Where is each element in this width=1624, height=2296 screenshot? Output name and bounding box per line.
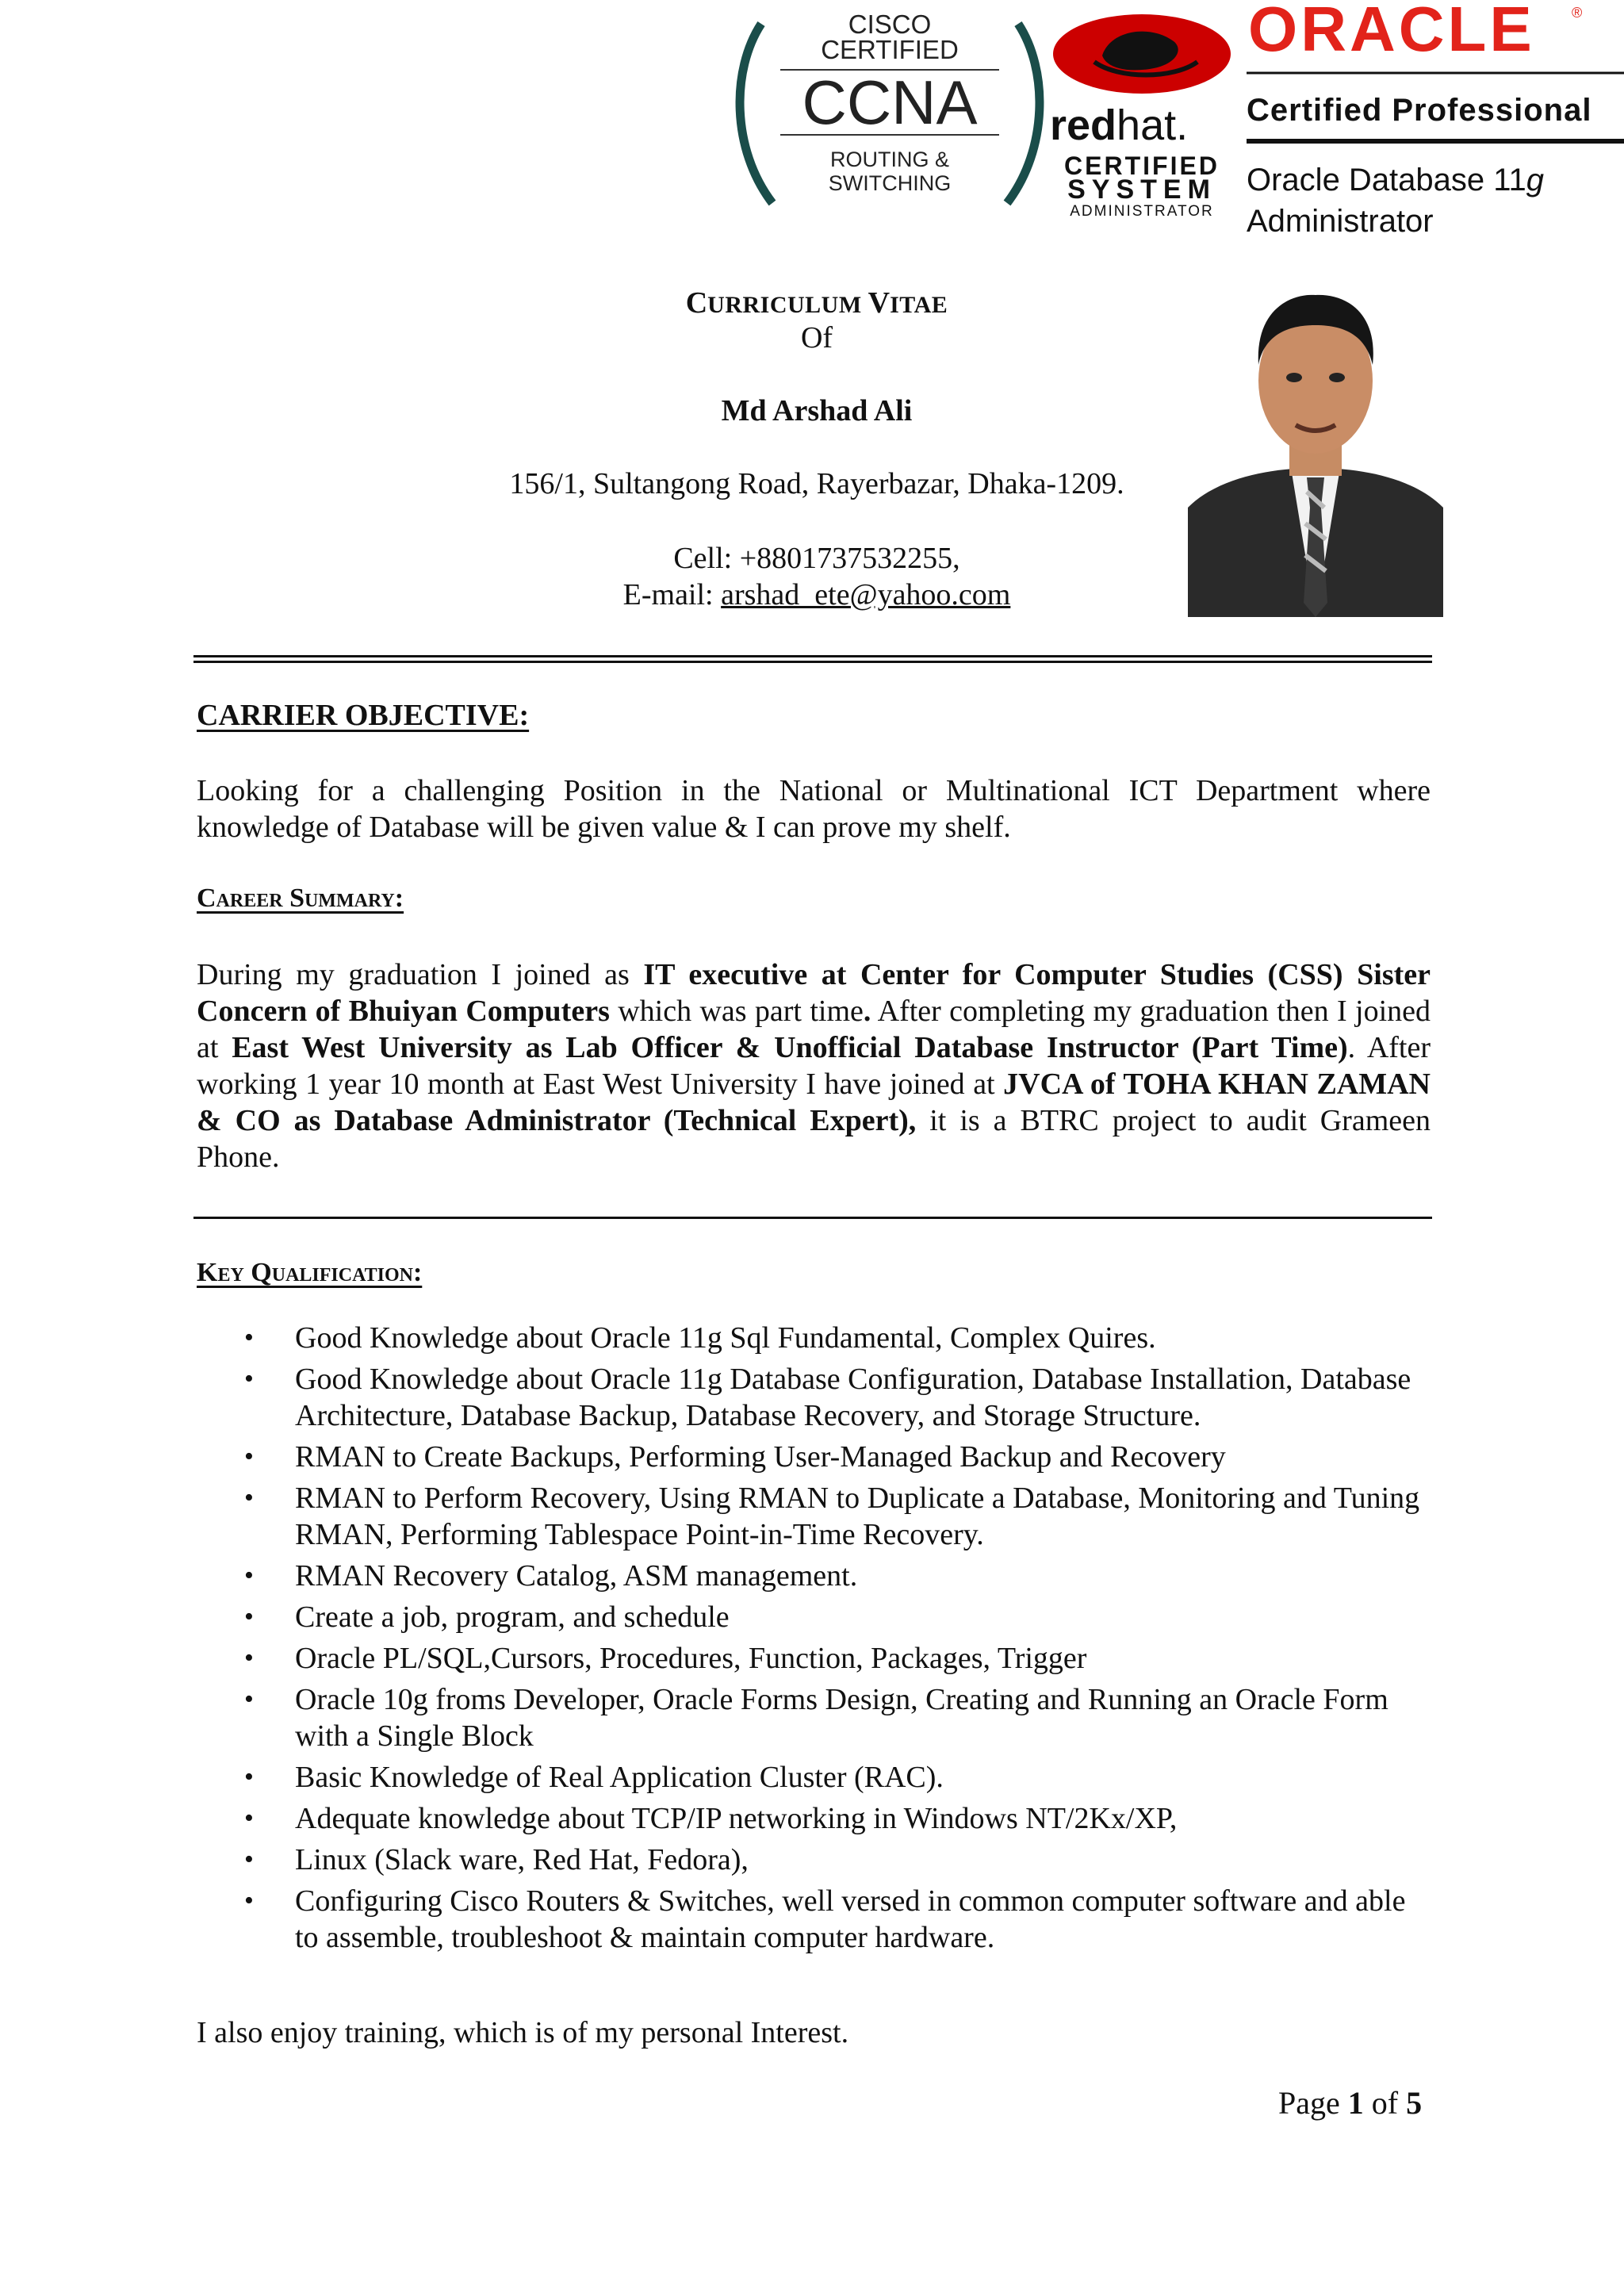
bullet-icon: • <box>244 1442 254 1471</box>
list-item: • Good Knowledge about Oracle 11g Sql Fundamental, Complex Quires. <box>244 1321 1156 1355</box>
list-item: • Good Knowledge about Oracle 11g Database Configuration, Database Installation, Database Architecture, Database Backup, Database Recovery, and Storage Structure. <box>244 1363 1411 1432</box>
cisco-laurel-right-icon <box>1007 24 1040 203</box>
divider-single <box>193 1217 1432 1219</box>
cisco-laurel-left-icon <box>740 24 772 203</box>
qualification-heading: Key Qualification: <box>197 1258 423 1287</box>
bullet-icon: • <box>244 1643 254 1673</box>
redhat-line1: CERTIFIED <box>1064 151 1220 180</box>
bullet-icon: • <box>244 1685 254 1714</box>
cisco-sub2: SWITCHING <box>828 171 952 195</box>
oracle-reg: ® <box>1572 5 1583 21</box>
redhat-line3: ADMINISTRATOR <box>1070 203 1214 220</box>
profile-photo <box>1188 270 1443 617</box>
closing-text: I also enjoy training, which is of my personal Interest. <box>197 2016 849 2049</box>
redhat-rhcsa-logo <box>1047 6 1241 220</box>
summary-text: During my graduation I joined as IT executive at Center for Computer Studies (CSS) Sister Concern of Bhuiyan Computers which was part time. After completing my graduation then I joined at East West University as Lab Officer & Unofficial Database Instructor (Part Time). After working 1 year 10 month at East West University I have joined at JVCA of TOHA KHAN ZAMAN & CO as Database Administrator (Technical Expert), it is a BTRC project to audit Grameen Phone. <box>197 958 1431 1174</box>
list-item: • RMAN to Perform Recovery, Using RMAN to Duplicate a Database, Monitoring and Tuning RMAN, Performing Tablespace Point-in-Time Recovery. <box>244 1481 1420 1551</box>
bullet-icon: • <box>244 1803 254 1833</box>
redhat-line2: SYSTEM <box>1067 174 1216 205</box>
candidate-name: Md Arshad Ali <box>721 394 913 427</box>
email-line: E-mail: arshad_ete@yahoo.com <box>622 578 1011 611</box>
email-link[interactable]: arshad_ete@yahoo.com <box>721 578 1011 611</box>
list-item: • Oracle PL/SQL,Cursors, Procedures, Function, Packages, Trigger <box>244 1642 1087 1675</box>
cell-phone: Cell: +8801737532255, <box>673 542 960 575</box>
redhat-shadowman-icon <box>1053 14 1231 94</box>
oracle-brand: ORACLE <box>1248 0 1535 64</box>
bullet-icon: • <box>244 1845 254 1874</box>
bullet-icon: • <box>244 1323 254 1352</box>
bullet-icon: • <box>244 1762 254 1792</box>
cisco-line1: CISCO <box>848 14 932 39</box>
list-item: • Linux (Slack ware, Red Hat, Fedora), <box>244 1843 749 1876</box>
bullet-icon: • <box>244 1483 254 1512</box>
oracle-line2: Oracle Database 11g <box>1247 163 1545 197</box>
oracle-ocp-logo <box>1247 0 1624 238</box>
objective-text: Looking for a challenging Position in the National or Multinational ICT Department where knowledge of Database will be given value & I can prove my shelf. <box>197 774 1431 844</box>
bullet-icon: • <box>244 1561 254 1590</box>
objective-heading: CARRIER OBJECTIVE: <box>197 699 530 732</box>
redhat-brand: redhat. <box>1050 102 1189 149</box>
oracle-line3: Administrator <box>1247 204 1434 238</box>
summary-heading: Career Summary: <box>197 884 404 913</box>
list-item: • Adequate knowledge about TCP/IP networking in Windows NT/2Kx/XP, <box>244 1802 1178 1835</box>
list-item: • Create a job, program, and schedule <box>244 1600 730 1634</box>
oracle-line1: Certified Professional <box>1247 93 1592 128</box>
list-item: • Oracle 10g froms Developer, Oracle Forms Design, Creating and Running an Oracle Form with a Single Block <box>244 1683 1388 1753</box>
cisco-main: CCNA <box>802 67 978 137</box>
qualification-list <box>197 1320 1434 1961</box>
page-number: Page 1 of 5 <box>1278 2085 1423 2121</box>
divider-double-bottom <box>193 661 1432 663</box>
cisco-ccna-logo <box>731 14 1048 209</box>
divider-double-top <box>193 655 1432 657</box>
cv-of: Of <box>800 321 833 355</box>
bullet-icon: • <box>244 1886 254 1915</box>
bullet-icon: • <box>244 1364 254 1393</box>
cisco-line2: CERTIFIED <box>821 35 959 64</box>
cv-title: CURRICULUM VITAE <box>685 286 948 320</box>
list-item: • Basic Knowledge of Real Application Cluster (RAC). <box>244 1761 944 1794</box>
list-item: • Configuring Cisco Routers & Switches, well versed in common computer software and able to assemble, troubleshoot & maintain computer hardware. <box>244 1884 1406 1954</box>
address: 156/1, Sultangong Road, Rayerbazar, Dhaka-1209. <box>509 467 1124 500</box>
cisco-sub1: ROUTING & <box>829 148 950 171</box>
list-item: • RMAN to Create Backups, Performing User-Managed Backup and Recovery <box>244 1440 1226 1474</box>
bullet-icon: • <box>244 1602 254 1631</box>
list-item: • RMAN Recovery Catalog, ASM management. <box>244 1559 858 1593</box>
